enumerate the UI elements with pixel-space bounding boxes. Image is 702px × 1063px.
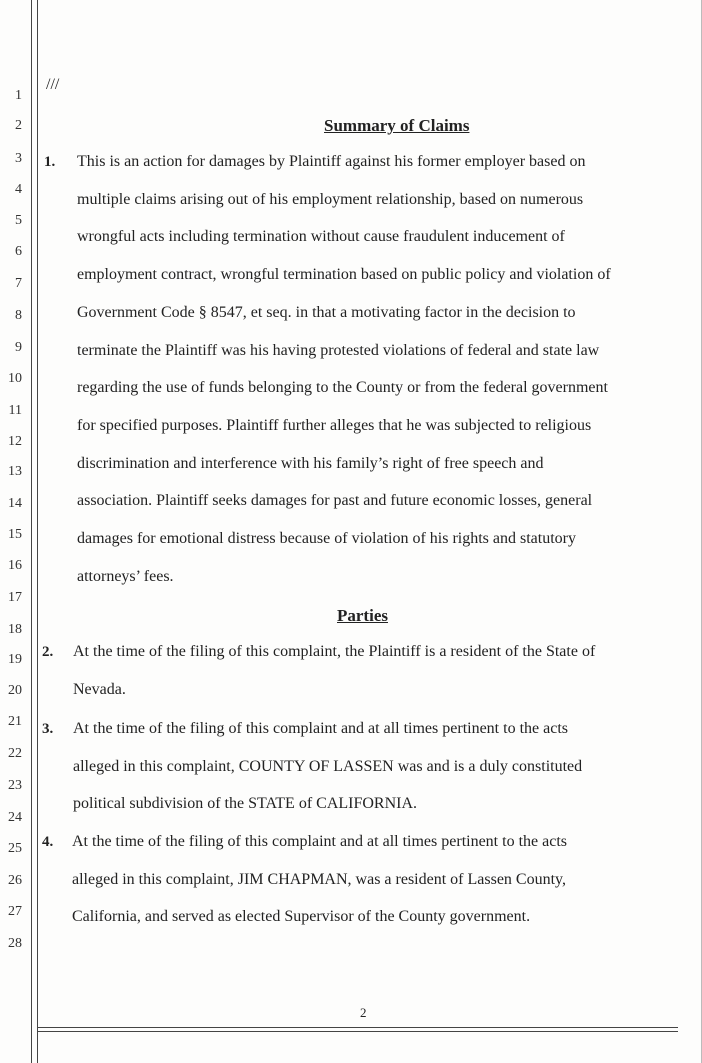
line-number: 2 <box>15 118 22 133</box>
paragraph-line: At the time of the filing of this complaint, the Plaintiff is a resident of the State of <box>73 643 596 660</box>
footer-rule-top <box>38 1027 678 1028</box>
line-number: 23 <box>8 778 22 793</box>
paragraph-line: wrongful acts including termination without cause fraudulent inducement of <box>77 228 565 245</box>
paragraph-line: for specified purposes. Plaintiff further alleges that he was subjected to religious <box>77 417 592 434</box>
paragraph-line: regarding the use of funds belonging to the County or from the federal government <box>77 379 608 396</box>
line-number: 7 <box>15 276 22 291</box>
paragraph-line: association. Plaintiff seeks damages for past and future economic losses, general <box>77 492 593 509</box>
parties-heading: Parties <box>337 606 388 625</box>
line-number: 5 <box>15 213 22 228</box>
line-number: 25 <box>8 841 22 856</box>
paragraph-number: 2. <box>42 644 54 660</box>
paragraph-line: damages for emotional distress because of violation of his rights and statutory <box>77 530 576 547</box>
line-number: 24 <box>8 810 22 825</box>
line-number: 17 <box>8 590 22 605</box>
paragraph-line: employment contract, wrongful termination based on public policy and violation of <box>77 266 611 283</box>
continuation-mark: /// <box>46 76 60 93</box>
line-number: 19 <box>8 652 22 667</box>
paragraph-line: alleged in this complaint, COUNTY OF LASSEN was and is a duly constituted <box>73 758 583 775</box>
paragraph-line: political subdivision of the STATE of CALIFORNIA. <box>73 795 418 812</box>
line-number: 10 <box>8 371 22 386</box>
line-number: 26 <box>8 873 22 888</box>
line-number: 6 <box>15 244 22 259</box>
line-number: 16 <box>8 558 22 573</box>
paragraph-line: At the time of the filing of this complaint and at all times pertinent to the acts <box>72 833 567 850</box>
paragraph-line: This is an action for damages by Plaintiff against his former employer based on <box>77 153 586 170</box>
line-number: 4 <box>15 182 22 197</box>
paragraph-line: Government Code § 8547, et seq. in that a motivating factor in the decision to <box>77 304 576 321</box>
paragraph-line: California, and served as elected Supervisor of the County government. <box>72 908 531 925</box>
footer-rule-bottom <box>38 1031 678 1032</box>
paragraph-line: alleged in this complaint, JIM CHAPMAN, was a resident of Lassen County, <box>72 871 567 888</box>
summary-of-claims-heading: Summary of Claims <box>324 116 470 135</box>
paragraph-line: multiple claims arising out of his employment relationship, based on numerous <box>77 191 584 208</box>
line-number: 8 <box>15 308 22 323</box>
line-number: 11 <box>8 403 22 418</box>
line-number: 14 <box>8 496 22 511</box>
line-number: 12 <box>8 434 22 449</box>
paragraph-line: terminate the Plaintiff was his having protested violations of federal and state law <box>77 342 600 359</box>
paragraph-number: 3. <box>42 721 54 737</box>
line-number: 15 <box>8 527 22 542</box>
left-margin-rule-outer <box>31 0 32 1063</box>
line-number: 20 <box>8 683 22 698</box>
paragraph-line: At the time of the filing of this complaint and at all times pertinent to the acts <box>73 720 568 737</box>
line-number: 27 <box>8 904 22 919</box>
line-number: 13 <box>8 464 22 479</box>
paragraph-number: 1. <box>44 154 56 170</box>
left-margin-rule-inner <box>37 0 38 1063</box>
paragraph-line: Nevada. <box>73 681 126 698</box>
paragraph-line: attorneys’ fees. <box>77 568 174 585</box>
paragraph-line: discrimination and interference with his family’s right of free speech and <box>77 455 544 472</box>
line-number: 18 <box>8 622 22 637</box>
line-number: 22 <box>8 746 22 761</box>
line-number: 21 <box>8 714 22 729</box>
line-number: 9 <box>15 340 22 355</box>
paragraph-number: 4. <box>42 834 54 850</box>
line-number: 1 <box>15 88 22 103</box>
line-number: 28 <box>8 936 22 951</box>
page-number: 2 <box>360 1005 367 1020</box>
line-number: 3 <box>15 151 22 166</box>
